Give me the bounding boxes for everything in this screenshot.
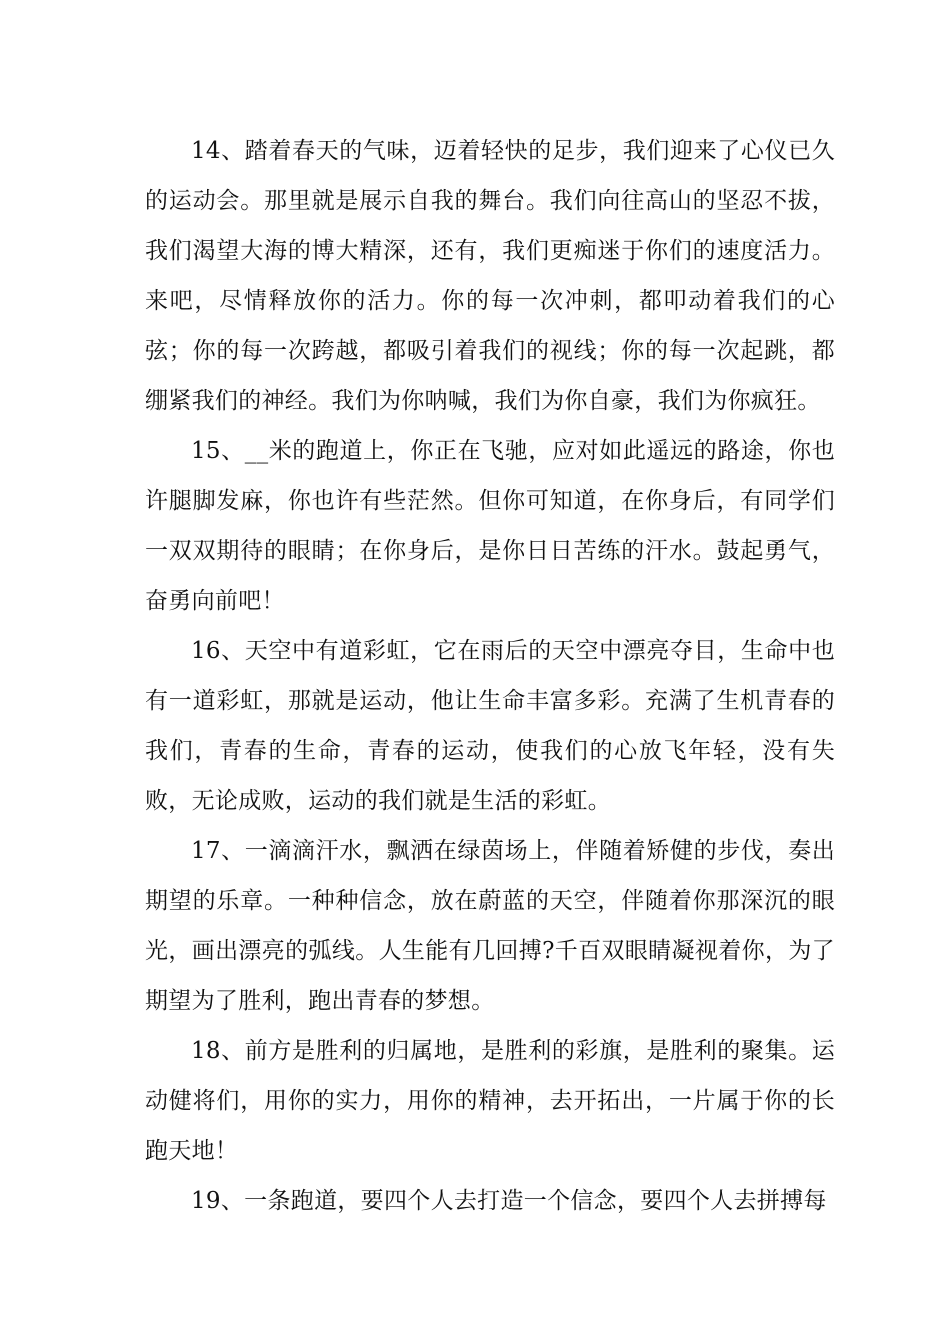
paragraph-16: 16、天空中有道彩虹，它在雨后的天空中漂亮夺目，生命中也有一道彩虹，那就是运动，他让生命丰富多彩。充满了生机青春的我们，青春的生命，青春的运动，使我们的心放飞年轻，没有失败，无论成败，运动的我们就是生活的彩虹。 (145, 638, 835, 814)
paragraph-17: 17、一滴滴汗水，飘洒在绿茵场上，伴随着矫健的步伐，奏出期望的乐章。一种种信念，放在蔚蓝的天空，伴随着你那深沉的眼光，画出漂亮的弧线。人生能有几回搏?千百双眼睛凝视着你，为了期望为了胜利，跑出青春的梦想。 (145, 838, 835, 1014)
paragraph-15: 15、__米的跑道上，你正在飞驰，应对如此遥远的路途，你也许腿脚发麻，你也许有些茫然。但你可知道，在你身后，有同学们一双双期待的眼睛；在你身后，是你日日苦练的汗水。鼓起勇气，奋勇向前吧！ (145, 438, 835, 614)
paragraph-19: 19、一条跑道，要四个人去打造一个信念，要四个人去拼搏每 (191, 1188, 827, 1214)
document-body (145, 126, 835, 1226)
paragraph-14: 14、踏着春天的气味，迈着轻快的足步，我们迎来了心仪已久的运动会。那里就是展示自我的舞台。我们向往高山的坚忍不拔，我们渴望大海的博大精深，还有，我们更痴迷于你们的速度活力。来吧，尽情释放你的活力。你的每一次冲刺，都叩动着我们的心弦；你的每一次跨越，都吸引着我们的视线；你的每一次起跳，都绷紧我们的神经。我们为你呐喊，我们为你自豪，我们为你疯狂。 (145, 138, 835, 414)
paragraph-18: 18、前方是胜利的归属地，是胜利的彩旗，是胜利的聚集。运动健将们，用你的实力，用你的精神，去开拓出，一片属于你的长跑天地！ (145, 1038, 835, 1164)
